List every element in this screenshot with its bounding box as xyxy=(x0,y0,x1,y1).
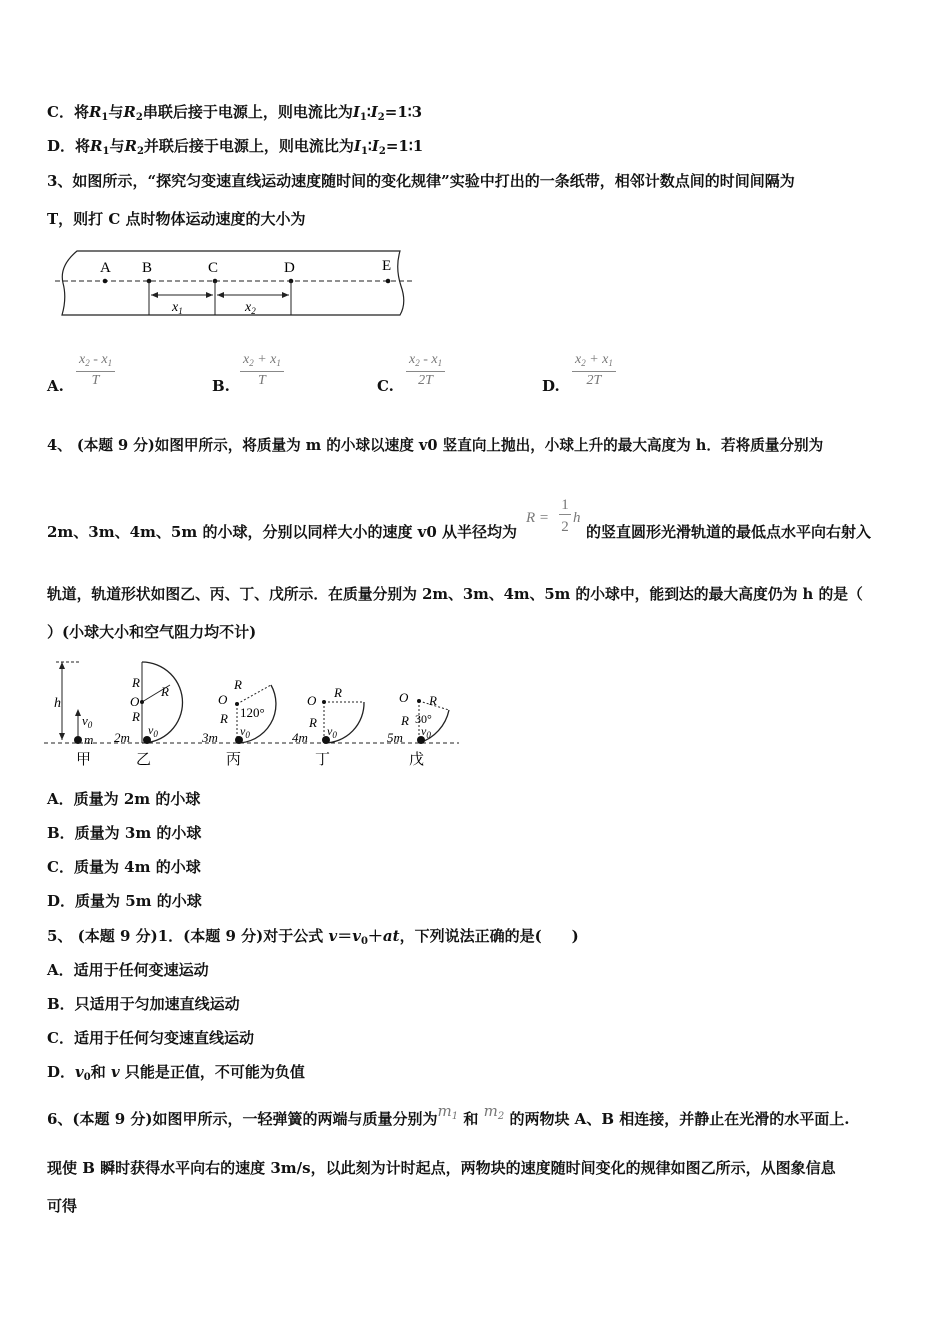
yi-ball xyxy=(143,736,151,744)
q6-stem-line3: 可得 xyxy=(47,1197,78,1215)
bing-o-label: O xyxy=(218,692,228,707)
wu-r-left: R xyxy=(401,713,409,728)
q2-optd-text-c: 并联后接于电源上，则电流比为 xyxy=(143,137,354,155)
bing-r-label: R xyxy=(220,711,228,726)
q5-optd-text-a: D． xyxy=(47,1063,76,1081)
wu-mass-label: 5m xyxy=(387,730,403,745)
q5-stem-text-a: 5、 (本题 9 分)1．(本题 9 分)对于公式 xyxy=(47,927,329,945)
bing-angle-label: 120° xyxy=(240,705,265,720)
q5-stem xyxy=(47,926,579,952)
q5-option-a: A．适用于任何变速运动 xyxy=(47,961,209,979)
q2-optc-ratio: =1∶3 xyxy=(384,103,423,121)
q6-m1: $m_1$ xyxy=(437,1102,459,1122)
q3-option-b-fraction: $\frac{x_2 + x_1}{T}$ xyxy=(240,352,284,390)
q2-optd-text-a: D．将 xyxy=(47,137,91,155)
jia-h-label: h xyxy=(54,696,61,711)
q2-optd-r1: R xyxy=(90,137,103,155)
jia-mass-label: m xyxy=(84,732,94,747)
ding-center xyxy=(322,700,326,704)
bing-v0-label: $v_0$ xyxy=(240,724,250,740)
q5-optd-v0-sub: 0 xyxy=(83,1072,91,1083)
yi-r-side: R xyxy=(161,684,169,699)
q4-option-c: C．质量为 4m 的小球 xyxy=(47,858,201,876)
q6-line1-text-b: 的两物块 A、B 相连接，并静止在光滑的水平面上. xyxy=(509,1110,850,1128)
q6-line1-text-a: 6、(本题 9 分)如图甲所示，一轻弹簧的两端与质量分别为 xyxy=(47,1110,438,1128)
q2-optd-i2-sub: 2 xyxy=(378,146,386,157)
q4-track-figures xyxy=(44,655,464,770)
q2-optc-r2-sub: 2 xyxy=(135,112,143,123)
q3-stem-line1: 3、如图所示，“探究匀变速直线运动速度随时间的变化规律”实验中打出的一条纸带，相邻计数点间的时间间隔为 xyxy=(47,172,795,190)
jia-v0-label: $v_0$ xyxy=(82,713,93,730)
q3-option-c-fraction: $\frac{x_2 - x_1}{2T}$ xyxy=(406,352,445,390)
q3-stem-line2: T，则打 C 点时物体运动速度的大小为 xyxy=(47,210,306,228)
caption-yi: 乙 xyxy=(136,752,152,768)
tape-point-e-label: E xyxy=(382,258,392,274)
yi-o-label: O xyxy=(130,694,140,709)
q2-optc-text-a: C．将 xyxy=(47,103,89,121)
q6-stem-line1 xyxy=(47,1102,850,1135)
q2-optd-i2: I xyxy=(371,137,379,155)
wu-center xyxy=(417,699,421,703)
q2-optd-r2-sub: 2 xyxy=(136,146,144,157)
q4-option-b: B．质量为 3m 的小球 xyxy=(47,824,202,842)
q2-optc-text-c: 串联后接于电源上，则电流比为 xyxy=(142,103,353,121)
q6-m2: $m_2$ xyxy=(483,1102,505,1122)
q4-stem-line1: 4、 (本题 9 分)如图甲所示，将质量为 m 的小球以速度 v0 竖直向上抛出，小球上升的最大高度为 h．若将质量分别为 xyxy=(47,437,824,454)
tape-point-a-label: A xyxy=(100,260,111,276)
q5-formula-eq: ＝ xyxy=(337,927,353,945)
q3-option-a-label: A. xyxy=(47,377,64,395)
tape-x1-label: $x_1$ xyxy=(172,300,183,316)
tape-x2-label: $x_2$ xyxy=(245,300,256,316)
q3-option-b-label: B. xyxy=(212,377,230,395)
q2-optc-text-b: 与 xyxy=(108,103,124,121)
tape-point-c-label: C xyxy=(208,260,219,276)
q6-stem-line2: 现使 B 瞬时获得水平向右的速度 3m/s，以此刻为计时起点，两物块的速度随时间变化的规律如图乙所示，从图象信息 xyxy=(47,1159,836,1177)
bing-mass-label: 3m xyxy=(202,730,218,745)
q2-optc-r1-sub: 1 xyxy=(101,112,109,123)
q5-formula-v: v xyxy=(328,927,338,945)
ding-r-left: R xyxy=(309,715,317,730)
q2-optc-i2: I xyxy=(370,103,378,121)
q2-option-c xyxy=(47,102,422,128)
q5-formula-at: at xyxy=(382,927,400,945)
q4-stem-line2-a: 2m、3m、4m、5m 的小球，分别以同样大小的速度 v0 从半径均为 xyxy=(47,523,518,541)
q4-option-d: D．质量为 5m 的小球 xyxy=(47,892,202,910)
q2-optd-r1-sub: 1 xyxy=(102,146,110,157)
q2-optd-i1: I xyxy=(353,137,361,155)
yi-r-bottom: R xyxy=(132,709,140,724)
q3-option-d-label: D. xyxy=(542,377,560,395)
q5-optd-text-b: 和 xyxy=(90,1063,111,1081)
bing-radius-up xyxy=(237,685,271,704)
q5-formula-plus: ＋ xyxy=(367,927,383,945)
ding-o-label: O xyxy=(307,693,317,708)
yi-mass-label: 2m xyxy=(114,730,130,745)
tape-point-d-label: D xyxy=(284,260,295,276)
q5-option-c: C．适用于任何匀变速直线运动 xyxy=(47,1029,254,1047)
bing-r-label-top: R xyxy=(234,677,242,692)
tape-dot-a xyxy=(103,279,108,284)
caption-ding: 丁 xyxy=(315,752,331,768)
wu-r-top: R xyxy=(429,693,437,708)
ding-v0-label: $v_0$ xyxy=(327,724,337,740)
q2-optc-r2: R xyxy=(123,103,136,121)
q5-stem-text-b: ，下列说法正确的是( ) xyxy=(399,927,579,945)
caption-bing: 丙 xyxy=(226,752,242,768)
q5-optd-v: v xyxy=(110,1063,120,1081)
q5-optd-v0: v xyxy=(75,1063,84,1081)
q6-and: 和 xyxy=(463,1110,479,1128)
tape-outline xyxy=(62,251,404,315)
tape-point-b-label: B xyxy=(142,260,153,276)
q5-formula-v0: v xyxy=(352,927,361,945)
q2-optd-colon: ∶ xyxy=(367,137,372,155)
q2-option-d xyxy=(47,136,423,162)
q2-optd-text-b: 与 xyxy=(109,137,125,155)
wu-angle-label: 30° xyxy=(415,712,432,726)
q2-optc-r1: R xyxy=(88,103,102,121)
yi-center xyxy=(140,700,144,704)
ding-mass-label: 4m xyxy=(292,730,308,745)
q3-option-d-fraction: $\frac{x_2 + x_1}{2T}$ xyxy=(572,352,616,390)
ding-r-top: R xyxy=(334,685,342,700)
q2-optd-i1-sub: 1 xyxy=(360,146,368,157)
q4-option-a: A．质量为 2m 的小球 xyxy=(47,790,201,808)
caption-jia: 甲 xyxy=(76,752,92,768)
q4-stem-line2-b: 的竖直圆形光滑轨道的最低点水平向右射入 xyxy=(586,523,872,541)
q5-option-b: B．只适用于匀加速直线运动 xyxy=(47,995,240,1013)
q4-stem-line4: ）(小球大小和空气阻力均不计) xyxy=(47,623,257,641)
q2-optc-colon: ∶ xyxy=(366,103,371,121)
tape-dot-e xyxy=(386,279,391,284)
q2-optd-ratio: =1∶1 xyxy=(385,137,424,155)
wu-v0-label: $v_0$ xyxy=(421,724,431,740)
q2-optc-i1-sub: 1 xyxy=(359,112,367,123)
q2-optc-i2-sub: 2 xyxy=(377,112,385,123)
q5-optd-text-c: 只能是正值，不可能为负值 xyxy=(119,1063,305,1081)
q2-optd-r2: R xyxy=(124,137,137,155)
q5-option-d xyxy=(47,1062,305,1088)
yi-r-top: R xyxy=(132,675,140,690)
q2-optc-i1: I xyxy=(352,103,360,121)
yi-v0-label: $v_0$ xyxy=(148,723,158,739)
jia-v0-arrowhead xyxy=(75,709,81,716)
q4-stem-line3: 轨道，轨道形状如图乙、丙、丁、戊所示．在质量分别为 2m、3m、4m、5m 的小球中，能到达的最大高度仍为 h 的是（ xyxy=(47,586,863,603)
q5-formula-v0-sub: 0 xyxy=(360,936,368,947)
q3-option-c-label: C. xyxy=(377,377,394,395)
bing-center xyxy=(235,702,239,706)
q3-paper-tape-figure xyxy=(55,248,415,320)
wu-o-label: O xyxy=(399,690,409,705)
caption-wu: 戊 xyxy=(409,752,425,768)
q3-option-a-fraction: $\frac{x_2 - x_1}{T}$ xyxy=(76,352,115,390)
